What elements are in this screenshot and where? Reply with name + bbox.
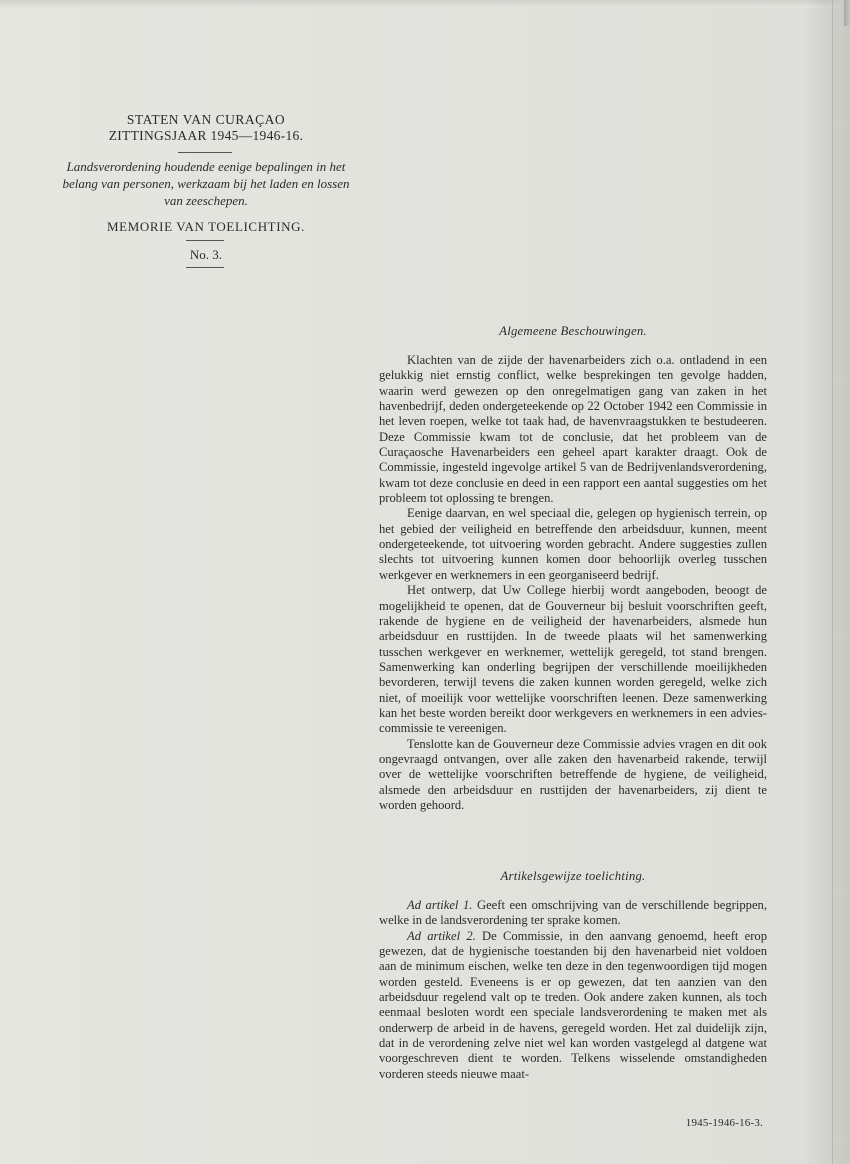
number-divider: [186, 267, 224, 268]
assembly-title: STATEN VAN CURAÇAO: [126, 112, 286, 127]
article-paragraph: [379, 929, 767, 1082]
section-heading-general: Algemeene Beschouwingen.: [499, 324, 647, 338]
memorie-divider: [186, 240, 224, 241]
header-divider: [178, 152, 232, 153]
article-label: Ad artikel 2.: [407, 928, 476, 943]
page-edge-shadow: [804, 0, 850, 1164]
paragraph: Klachten van de zijde der havenarbeiders zich o.a. ontladend in een gelukkig niet ernstig conflict, welke besprekingen ten gevolge hadden, waarin werd gewezen op den onregelmatigen gang van zaken in het havenbedrijf, deden ondergeteekende op 22 October 1942 een Commissie in het leven roepen, welke tot taak had, de havenvraagstukken te bestudeeren. Deze Commissie kwam tot de conclusie, dat het probleem van de Curaçaosche Havenarbeiders een geheel apart karakter draagt. Ook de Commissie, ingesteld ingevolge artikel 5 van de Bedrijvenlandsverordening, kwam tot deze conclusie en deed in een rapport een aantal suggesties om het probleem tot oplossing te brengen.: [379, 353, 767, 506]
paragraph: Tenslotte kan de Gouverneur deze Commissie advies vragen en dit ook ongevraagd ontvangen, over alle zaken den havenarbeid rakende, terwijl over de wettelijke voorschriften betreffende de hygiene, de veiligheid, alsmede den arbeidsduur en rusttijden der havenarbeiders, zij dient te worden gehoord.: [379, 736, 767, 812]
ordinance-description: Landsverordening houdende eenige bepalingen in het belang van personen, werkzaam bij het laden en lossen van zeeschepen.: [62, 159, 350, 208]
article-text: Geeft een omschrijving van de verschillende begrippen, welke in de landsverordening ter sprake komen.: [379, 898, 767, 928]
article-text: De Commissie, in den aanvang genoemd, heeft erop gewezen, dat de hygienische toestanden bij den havenarbeid niet voldoen aan de minimum eischen, welke ten deze in den tegenwoordigen tijd mogen worden gesteld. Eveneens is er op gewezen, dat ten aanzien van den arbeidsduur regelend valt op te treden. Ook andere zaken kunnen, als toch eenmaal besloten wordt een speciale landsverordening te maken met als onderwerp de arbeid in de havens, geregeld worden. Het zal duidelijk zijn, dat in de verordening zelve niet wel kan worden vastgelegd al datgene wat voorgeschreven dient te worden. Telkens wisselende omstandigheden vorderen steeds nieuwe maat-: [379, 928, 768, 1081]
scan-top-edge: [0, 0, 850, 8]
section-heading-articles: Artikelsgewijze toelichting.: [500, 869, 646, 883]
paragraph: Het ontwerp, dat Uw College hierbij wordt aangeboden, beoogt de mogelijkheid te openen, dat de Gouverneur bij besluit voorschriften geeft, rakende de hygiene en de veiligheid der havenarbeiders, alsmede hun arbeidsduur en rusttijden. In de tweede plaats wil het samenwerking tusschen werkgever en werknemer, wettelijk geregeld, tot stand brengen. Samenwerking kan onderling begrijpen der verschillende moeilijkheden bevorderen, terwijl tevens die zaken kunnen worden geregeld, welke zich niet, of moeilijk voor wettelijke voorschriften leenen. Deze samenwerking kan het beste worden bereikt door werkgevers en werknemers in een advies-commissie te vereenigen.: [379, 583, 767, 736]
page-fold-line: [832, 0, 833, 1164]
memorie-heading: MEMORIE VAN TOELICHTING.: [107, 219, 305, 234]
paragraph: Eenige daarvan, en wel speciaal die, gelegen op hygienisch terrein, op het gebied der veiligheid en betreffende den arbeidsduur, kunnen, meent ondergeteekende, tot uitvoering worden gebracht. Andere suggesties zullen slechts tot uitvoering kunnen komen door behoorlijk overleg tusschen werkgever en werknemers in een georganiseerd bedrijf.: [379, 506, 767, 582]
general-considerations: [379, 353, 767, 813]
document-number: No. 3.: [189, 247, 223, 262]
session-year: ZITTINGSJAAR 1945—1946-16.: [108, 128, 304, 143]
document-code: 1945-1946-16-3.: [685, 1117, 763, 1129]
article-explanations: [379, 898, 767, 1082]
article-paragraph: [379, 898, 767, 929]
article-label: Ad artikel 1.: [407, 898, 473, 912]
